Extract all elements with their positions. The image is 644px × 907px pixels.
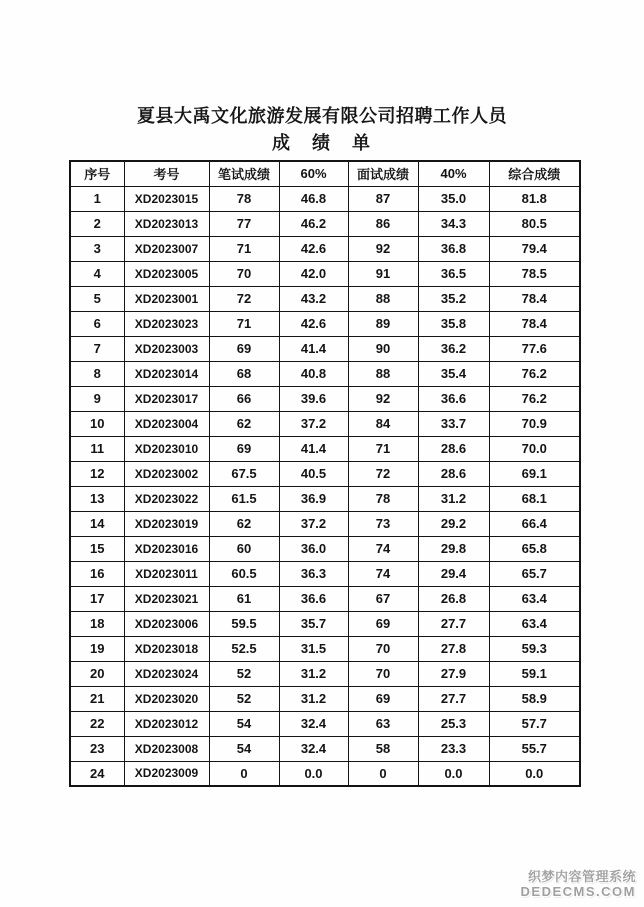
table-cell: 72 [348, 461, 418, 486]
table-cell: 76.2 [489, 386, 580, 411]
table-row [70, 336, 580, 361]
table-cell: 68 [209, 361, 279, 386]
table-cell: XD2023002 [124, 461, 209, 486]
table-cell: 25.3 [418, 711, 489, 736]
table-cell: XD2023024 [124, 661, 209, 686]
table-cell: 42.6 [279, 236, 348, 261]
table-cell: 36.2 [418, 336, 489, 361]
table-cell: 31.5 [279, 636, 348, 661]
table-cell: 32.4 [279, 736, 348, 761]
table-cell: 78.5 [489, 261, 580, 286]
table-cell: 24 [70, 761, 124, 786]
table-cell: 17 [70, 586, 124, 611]
table-cell: XD2023010 [124, 436, 209, 461]
column-header-2: 笔试成绩 [209, 161, 279, 186]
table-cell: 55.7 [489, 736, 580, 761]
table-cell: 69.1 [489, 461, 580, 486]
table-cell: 4 [70, 261, 124, 286]
table-cell: 77.6 [489, 336, 580, 361]
table-cell: 59.1 [489, 661, 580, 686]
table-row [70, 736, 580, 761]
table-cell: 69 [209, 336, 279, 361]
table-cell: 84 [348, 411, 418, 436]
table-cell: 35.7 [279, 611, 348, 636]
table-cell: XD2023007 [124, 236, 209, 261]
table-row [70, 461, 580, 486]
table-cell: 52.5 [209, 636, 279, 661]
table-cell: 58 [348, 736, 418, 761]
table-cell: 62 [209, 511, 279, 536]
table-cell: 22 [70, 711, 124, 736]
table-cell: 61 [209, 586, 279, 611]
table-cell: 43.2 [279, 286, 348, 311]
table-cell: 8 [70, 361, 124, 386]
table-cell: 36.9 [279, 486, 348, 511]
table-cell: 60.5 [209, 561, 279, 586]
table-cell: XD2023004 [124, 411, 209, 436]
table-cell: 31.2 [279, 661, 348, 686]
table-cell: 40.8 [279, 361, 348, 386]
table-cell: 16 [70, 561, 124, 586]
table-cell: 57.7 [489, 711, 580, 736]
table-cell: XD2023011 [124, 561, 209, 586]
table-cell: XD2023012 [124, 711, 209, 736]
table-cell: 35.2 [418, 286, 489, 311]
table-cell: 86 [348, 211, 418, 236]
table-row [70, 686, 580, 711]
column-header-0: 序号 [70, 161, 124, 186]
table-cell: 27.8 [418, 636, 489, 661]
table-row [70, 236, 580, 261]
table-cell: 0.0 [489, 761, 580, 786]
table-cell: 9 [70, 386, 124, 411]
table-cell: 70 [209, 261, 279, 286]
table-row [70, 536, 580, 561]
table-cell: 40.5 [279, 461, 348, 486]
document-title: 夏县大禹文化旅游发展有限公司招聘工作人员 [137, 106, 507, 126]
table-cell: 77 [209, 211, 279, 236]
table-cell: 66.4 [489, 511, 580, 536]
table-cell: 28.6 [418, 436, 489, 461]
table-cell: XD2023022 [124, 486, 209, 511]
table-cell: XD2023015 [124, 186, 209, 211]
table-cell: 54 [209, 736, 279, 761]
table-cell: 90 [348, 336, 418, 361]
table-cell: XD2023013 [124, 211, 209, 236]
table-cell: 79.4 [489, 236, 580, 261]
table-cell: 80.5 [489, 211, 580, 236]
table-cell: 31.2 [279, 686, 348, 711]
table-cell: 5 [70, 286, 124, 311]
table-cell: XD2023001 [124, 286, 209, 311]
table-cell: 26.8 [418, 586, 489, 611]
table-cell: 0 [348, 761, 418, 786]
table-cell: 71 [209, 236, 279, 261]
table-cell: 13 [70, 486, 124, 511]
score-table-header [70, 161, 580, 186]
table-cell: XD2023019 [124, 511, 209, 536]
table-cell: 46.8 [279, 186, 348, 211]
table-cell: 41.4 [279, 336, 348, 361]
table-cell: 27.7 [418, 611, 489, 636]
table-cell: 78 [348, 486, 418, 511]
table-cell: 78.4 [489, 286, 580, 311]
table-cell: 63 [348, 711, 418, 736]
table-row [70, 411, 580, 436]
table-row [70, 761, 580, 786]
table-cell: 37.2 [279, 411, 348, 436]
table-cell: 69 [348, 611, 418, 636]
table-cell: 59.5 [209, 611, 279, 636]
table-row [70, 561, 580, 586]
table-cell: 36.6 [418, 386, 489, 411]
table-cell: 18 [70, 611, 124, 636]
table-row [70, 386, 580, 411]
table-cell: 36.3 [279, 561, 348, 586]
table-cell: 46.2 [279, 211, 348, 236]
table-row [70, 661, 580, 686]
table-cell: 19 [70, 636, 124, 661]
table-cell: 73 [348, 511, 418, 536]
table-row [70, 511, 580, 536]
table-cell: 36.8 [418, 236, 489, 261]
table-cell: 71 [209, 311, 279, 336]
table-cell: 42.6 [279, 311, 348, 336]
table-cell: 35.4 [418, 361, 489, 386]
table-cell: 60 [209, 536, 279, 561]
table-cell: XD2023017 [124, 386, 209, 411]
table-cell: 91 [348, 261, 418, 286]
table-cell: 62 [209, 411, 279, 436]
table-cell: 74 [348, 536, 418, 561]
table-cell: 0.0 [279, 761, 348, 786]
table-cell: 78.4 [489, 311, 580, 336]
table-cell: XD2023005 [124, 261, 209, 286]
cms-watermark [521, 870, 636, 900]
watermark-text-en: DEDECMS.COM [520, 884, 636, 900]
table-cell: XD2023006 [124, 611, 209, 636]
table-cell: 7 [70, 336, 124, 361]
column-header-5: 40% [418, 161, 489, 186]
table-row [70, 486, 580, 511]
table-cell: 34.3 [418, 211, 489, 236]
table-cell: 14 [70, 511, 124, 536]
watermark-text-cn: 织梦内容管理系统 [527, 869, 636, 885]
table-cell: 28.6 [418, 461, 489, 486]
table-cell: 37.2 [279, 511, 348, 536]
table-row [70, 586, 580, 611]
table-cell: 2 [70, 211, 124, 236]
column-header-4: 面试成绩 [348, 161, 418, 186]
table-row [70, 611, 580, 636]
table-cell: 92 [348, 236, 418, 261]
table-cell: 41.4 [279, 436, 348, 461]
score-table-body [70, 186, 580, 786]
table-row [70, 186, 580, 211]
table-cell: 3 [70, 236, 124, 261]
table-cell: 10 [70, 411, 124, 436]
table-cell: 52 [209, 661, 279, 686]
table-cell: 69 [209, 436, 279, 461]
table-cell: XD2023016 [124, 536, 209, 561]
table-cell: 70 [348, 661, 418, 686]
table-cell: 29.4 [418, 561, 489, 586]
table-cell: 72 [209, 286, 279, 311]
table-row [70, 711, 580, 736]
table-cell: 74 [348, 561, 418, 586]
table-cell: XD2023021 [124, 586, 209, 611]
document-subtitle: 成 绩 单 [272, 133, 372, 153]
table-cell: 66 [209, 386, 279, 411]
column-header-1: 考号 [124, 161, 209, 186]
table-cell: 59.3 [489, 636, 580, 661]
column-header-6: 综合成绩 [489, 161, 580, 186]
table-cell: 88 [348, 286, 418, 311]
table-cell: 0.0 [418, 761, 489, 786]
table-cell: 54 [209, 711, 279, 736]
table-cell: 27.9 [418, 661, 489, 686]
table-cell: 65.7 [489, 561, 580, 586]
table-cell: 63.4 [489, 611, 580, 636]
table-cell: 36.6 [279, 586, 348, 611]
table-cell: 31.2 [418, 486, 489, 511]
table-cell: 27.7 [418, 686, 489, 711]
table-cell: 12 [70, 461, 124, 486]
table-cell: 0 [209, 761, 279, 786]
table-cell: XD2023009 [124, 761, 209, 786]
table-cell: 11 [70, 436, 124, 461]
table-row [70, 261, 580, 286]
table-cell: 81.8 [489, 186, 580, 211]
table-cell: XD2023023 [124, 311, 209, 336]
table-row [70, 636, 580, 661]
table-row [70, 361, 580, 386]
table-cell: 23 [70, 736, 124, 761]
table-cell: XD2023018 [124, 636, 209, 661]
table-cell: 35.8 [418, 311, 489, 336]
table-row [70, 436, 580, 461]
table-row [70, 211, 580, 236]
table-cell: 6 [70, 311, 124, 336]
table-cell: 36.5 [418, 261, 489, 286]
table-cell: 32.4 [279, 711, 348, 736]
table-cell: 15 [70, 536, 124, 561]
table-cell: XD2023020 [124, 686, 209, 711]
table-cell: 63.4 [489, 586, 580, 611]
table-cell: 70.0 [489, 436, 580, 461]
table-cell: 78 [209, 186, 279, 211]
table-cell: 35.0 [418, 186, 489, 211]
table-cell: 89 [348, 311, 418, 336]
table-cell: 58.9 [489, 686, 580, 711]
table-cell: 29.2 [418, 511, 489, 536]
table-cell: 61.5 [209, 486, 279, 511]
table-cell: 70.9 [489, 411, 580, 436]
table-row [70, 311, 580, 336]
table-cell: 23.3 [418, 736, 489, 761]
table-cell: 76.2 [489, 361, 580, 386]
table-cell: XD2023014 [124, 361, 209, 386]
table-cell: 21 [70, 686, 124, 711]
table-cell: 71 [348, 436, 418, 461]
table-cell: 1 [70, 186, 124, 211]
table-cell: XD2023003 [124, 336, 209, 361]
table-cell: 69 [348, 686, 418, 711]
header-row [70, 161, 580, 186]
table-cell: 67.5 [209, 461, 279, 486]
table-row [70, 286, 580, 311]
table-cell: 92 [348, 386, 418, 411]
table-cell: XD2023008 [124, 736, 209, 761]
table-cell: 29.8 [418, 536, 489, 561]
table-cell: 33.7 [418, 411, 489, 436]
score-table [69, 160, 581, 787]
table-cell: 70 [348, 636, 418, 661]
table-cell: 39.6 [279, 386, 348, 411]
table-cell: 52 [209, 686, 279, 711]
column-header-3: 60% [279, 161, 348, 186]
table-cell: 88 [348, 361, 418, 386]
table-cell: 36.0 [279, 536, 348, 561]
table-cell: 87 [348, 186, 418, 211]
table-cell: 20 [70, 661, 124, 686]
table-cell: 65.8 [489, 536, 580, 561]
table-cell: 67 [348, 586, 418, 611]
table-cell: 42.0 [279, 261, 348, 286]
table-cell: 68.1 [489, 486, 580, 511]
